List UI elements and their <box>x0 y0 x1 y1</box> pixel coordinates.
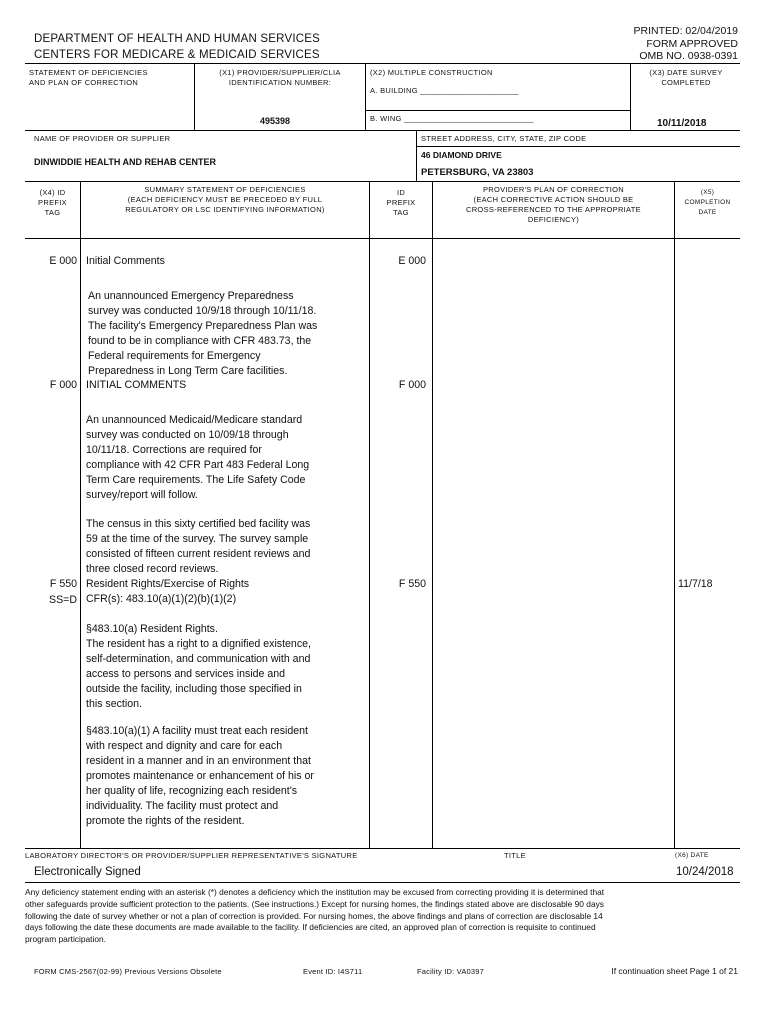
provider-name: DINWIDDIE HEALTH AND REHAB CENTER <box>34 157 216 167</box>
statement-label: STATEMENT OF DEFICIENCIES AND PLAN OF CORRECTION <box>29 68 148 87</box>
date-label: (X6) DATE <box>675 852 709 859</box>
street-address: 46 DIAMOND DRIVE <box>421 150 502 160</box>
e000-title: Initial Comments <box>86 255 165 267</box>
f550-completion-date: 11/7/18 <box>678 578 713 590</box>
survey-completed-date: 10/11/2018 <box>657 118 707 129</box>
f000-tag: F 000 <box>49 379 77 391</box>
provider-id-number: 495398 <box>260 116 291 126</box>
facility-id: Facility ID: VA0397 <box>417 967 485 976</box>
f000-title: INITIAL COMMENTS <box>86 379 187 391</box>
f000-tag-right: F 000 <box>398 379 426 391</box>
e000-tag: E 000 <box>49 255 77 267</box>
signature-date: 10/24/2018 <box>676 866 734 878</box>
x3-label: (X3) DATE SURVEY COMPLETED <box>649 68 723 87</box>
title-label: TITLE <box>504 851 526 860</box>
f550-tag-right: F 550 <box>398 578 426 590</box>
summary-column-header: SUMMARY STATEMENT OF DEFICIENCIES (EACH DEFICIENCY MUST BE PRECEDED BY FULL REGULATORY OR LSC IDENTIFYING INFORMATION) <box>125 185 325 214</box>
signature-label: LABORATORY DIRECTOR'S OR PROVIDER/SUPPLIER REPRESENTATIVE'S SIGNATURE <box>25 851 358 860</box>
disclaimer-text: Any deficiency statement ending with an asterisk (*) denotes a deficiency which the institution may be excused from correcting providing it is determined that other safeguards provide sufficient protection to the patients. (See instructions.) Except for nursing homes, the findings stated above are disclosable 90 days following the date of survey whether or not a plan of correction is provided. For nursing homes, the above findings and plans of correction are disclosable 14 days following the date these documents are made available to the facility. If deficiencies are cited, an approved plan of correction is requisite to continued program participation. <box>25 887 605 945</box>
f550-scope-severity: SS=D <box>49 594 77 606</box>
plan-column-header: PROVIDER'S PLAN OF CORRECTION (EACH CORRECTIVE ACTION SHOULD BE CROSS-REFERENCED TO THE APPROPRIATE DEFICIENCY) <box>466 185 641 224</box>
city-state-zip: PETERSBURG, VA 23803 <box>421 167 534 178</box>
agency-title: CENTERS FOR MEDICARE & MEDICAID SERVICES <box>34 49 320 61</box>
f550-dignity-text: §483.10(a)(1) A facility must treat each resident with respect and dignity and care for each resident in a manner and in an environment that promotes maintenance or enhancement of his or her quality of life, recognizing each resident's individuality. The facility must protect and promote the rights of the resident. <box>86 725 314 827</box>
provider-name-label: NAME OF PROVIDER OR SUPPLIER <box>34 134 171 143</box>
printed-date: PRINTED: 02/04/2019 <box>633 25 738 37</box>
signature-value: Electronically Signed <box>34 866 141 878</box>
f550-resident-rights-text: §483.10(a) Resident Rights. The resident has a right to a dignified existence, self-determination, and communication with and access to persons and services inside and outside the facility, including those specified in this section. <box>86 623 311 710</box>
omb-number: OMB NO. 0938-0391 <box>639 50 738 62</box>
form-number: FORM CMS-2567(02-99) Previous Versions Obsolete <box>34 967 222 976</box>
f550-tag: F 550 <box>49 578 77 590</box>
f000-census-text: The census in this sixty certified bed facility was 59 at the time of the survey. The survey sample consisted of fifteen current resident reviews and three closed record reviews. <box>86 518 311 575</box>
f000-survey-text: An unannounced Medicaid/Medicare standard survey was conducted on 10/09/18 through 10/11/18. Corrections are required for compliance with 42 CFR Part 483 Federal Long Term Care requirements. The Life Safety Code survey/report will follow. <box>86 414 310 501</box>
event-id: Event ID: I4S711 <box>303 967 363 976</box>
e000-text: An unannounced Emergency Preparedness survey was conducted 10/9/18 through 10/11/18. The facility's Emergency Preparedness Plan was found to be in compliance with CFR 483.73, the Federal requirements for Emergency Preparedness in Long Term Care facilities. <box>88 290 318 377</box>
x2-label: (X2) MULTIPLE CONSTRUCTION <box>370 68 493 77</box>
wing-field: B. WING _____________________________ <box>370 114 534 123</box>
e000-tag-right: E 000 <box>398 255 426 267</box>
page-indicator: If continuation sheet Page 1 of 21 <box>611 966 738 976</box>
x4-column-header: (X4) ID PREFIX TAG <box>38 188 67 217</box>
address-label: STREET ADDRESS, CITY, STATE, ZIP CODE <box>421 134 587 143</box>
x1-label: (X1) PROVIDER/SUPPLIER/CLIA IDENTIFICATION NUMBER: <box>219 68 341 87</box>
form-approved: FORM APPROVED <box>646 38 738 50</box>
x5-column-header: (X5) COMPLETION DATE <box>684 189 731 216</box>
department-title: DEPARTMENT OF HEALTH AND HUMAN SERVICES <box>34 33 320 45</box>
f550-title: Resident Rights/Exercise of Rights CFR(s): 483.10(a)(1)(2)(b)(1)(2) <box>86 578 250 605</box>
building-field: A. BUILDING ______________________ <box>370 86 519 95</box>
id-column-header: ID PREFIX TAG <box>386 188 416 217</box>
